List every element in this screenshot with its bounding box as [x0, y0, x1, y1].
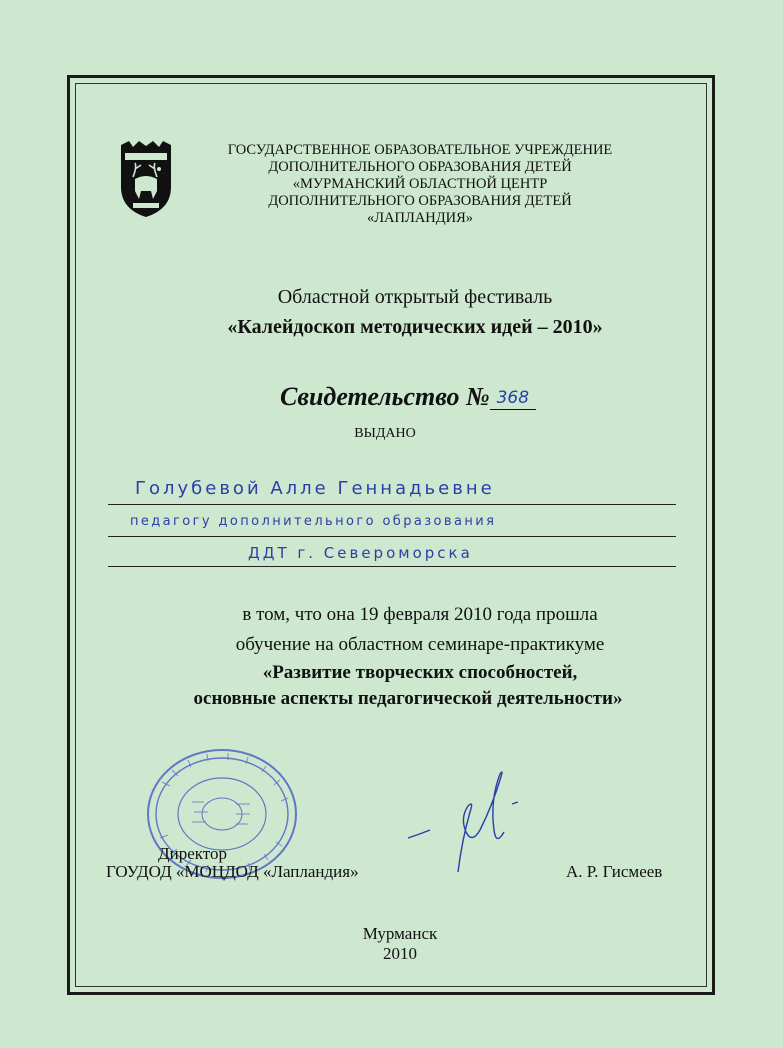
issue-city: Мурманск [362, 924, 438, 943]
recipient-institution: ДДТ г. Североморска [248, 544, 473, 562]
recipient-line-1 [108, 504, 676, 505]
body-line-2: обучение на областном семинаре-практикуме [235, 634, 605, 655]
director-name: А. Р. Гисмеев [566, 862, 663, 881]
recipient-name: Голубевой Алле Геннадьевне [135, 478, 495, 499]
recipient-line-3 [108, 566, 676, 567]
issue-year: 2010 [383, 944, 417, 963]
reindeer-emblem-icon [113, 139, 179, 219]
org-line: ДОПОЛНИТЕЛЬНОГО ОБРАЗОВАНИЯ ДЕТЕЙ [268, 193, 572, 209]
seminar-title-1: «Развитие творческих способностей, [262, 662, 578, 683]
director-title: Директор [158, 844, 227, 863]
certificate-label: Свидетельство № [280, 382, 490, 411]
certificate-title [280, 382, 536, 412]
seminar-title-2: основные аспекты педагогической деятельности» [193, 688, 623, 709]
director-organization: ГОУДОД «МОЦДОД «Лапландия» [106, 862, 359, 881]
organization-name [190, 142, 650, 227]
body-line-1: в том, что она 19 февраля 2010 года прошла [242, 604, 598, 625]
issued-label: ВЫДАНО [354, 426, 416, 441]
org-line: «МУРМАНСКИЙ ОБЛАСТНОЙ ЦЕНТР [292, 176, 548, 192]
signature-icon [400, 760, 550, 880]
recipient-line-2 [108, 536, 676, 537]
org-line: «ЛАПЛАНДИЯ» [366, 210, 474, 226]
org-line: ДОПОЛНИТЕЛЬНОГО ОБРАЗОВАНИЯ ДЕТЕЙ [268, 159, 572, 175]
festival-title: Областной открытый фестиваль [277, 286, 553, 308]
recipient-position: педагогу дополнительного образования [130, 514, 497, 529]
festival-name: «Калейдоскоп методических идей – 2010» [227, 316, 603, 338]
certificate-number: 368 [490, 387, 536, 410]
org-line: ГОСУДАРСТВЕННОЕ ОБРАЗОВАТЕЛЬНОЕ УЧРЕЖДЕНИЕ [227, 142, 613, 158]
